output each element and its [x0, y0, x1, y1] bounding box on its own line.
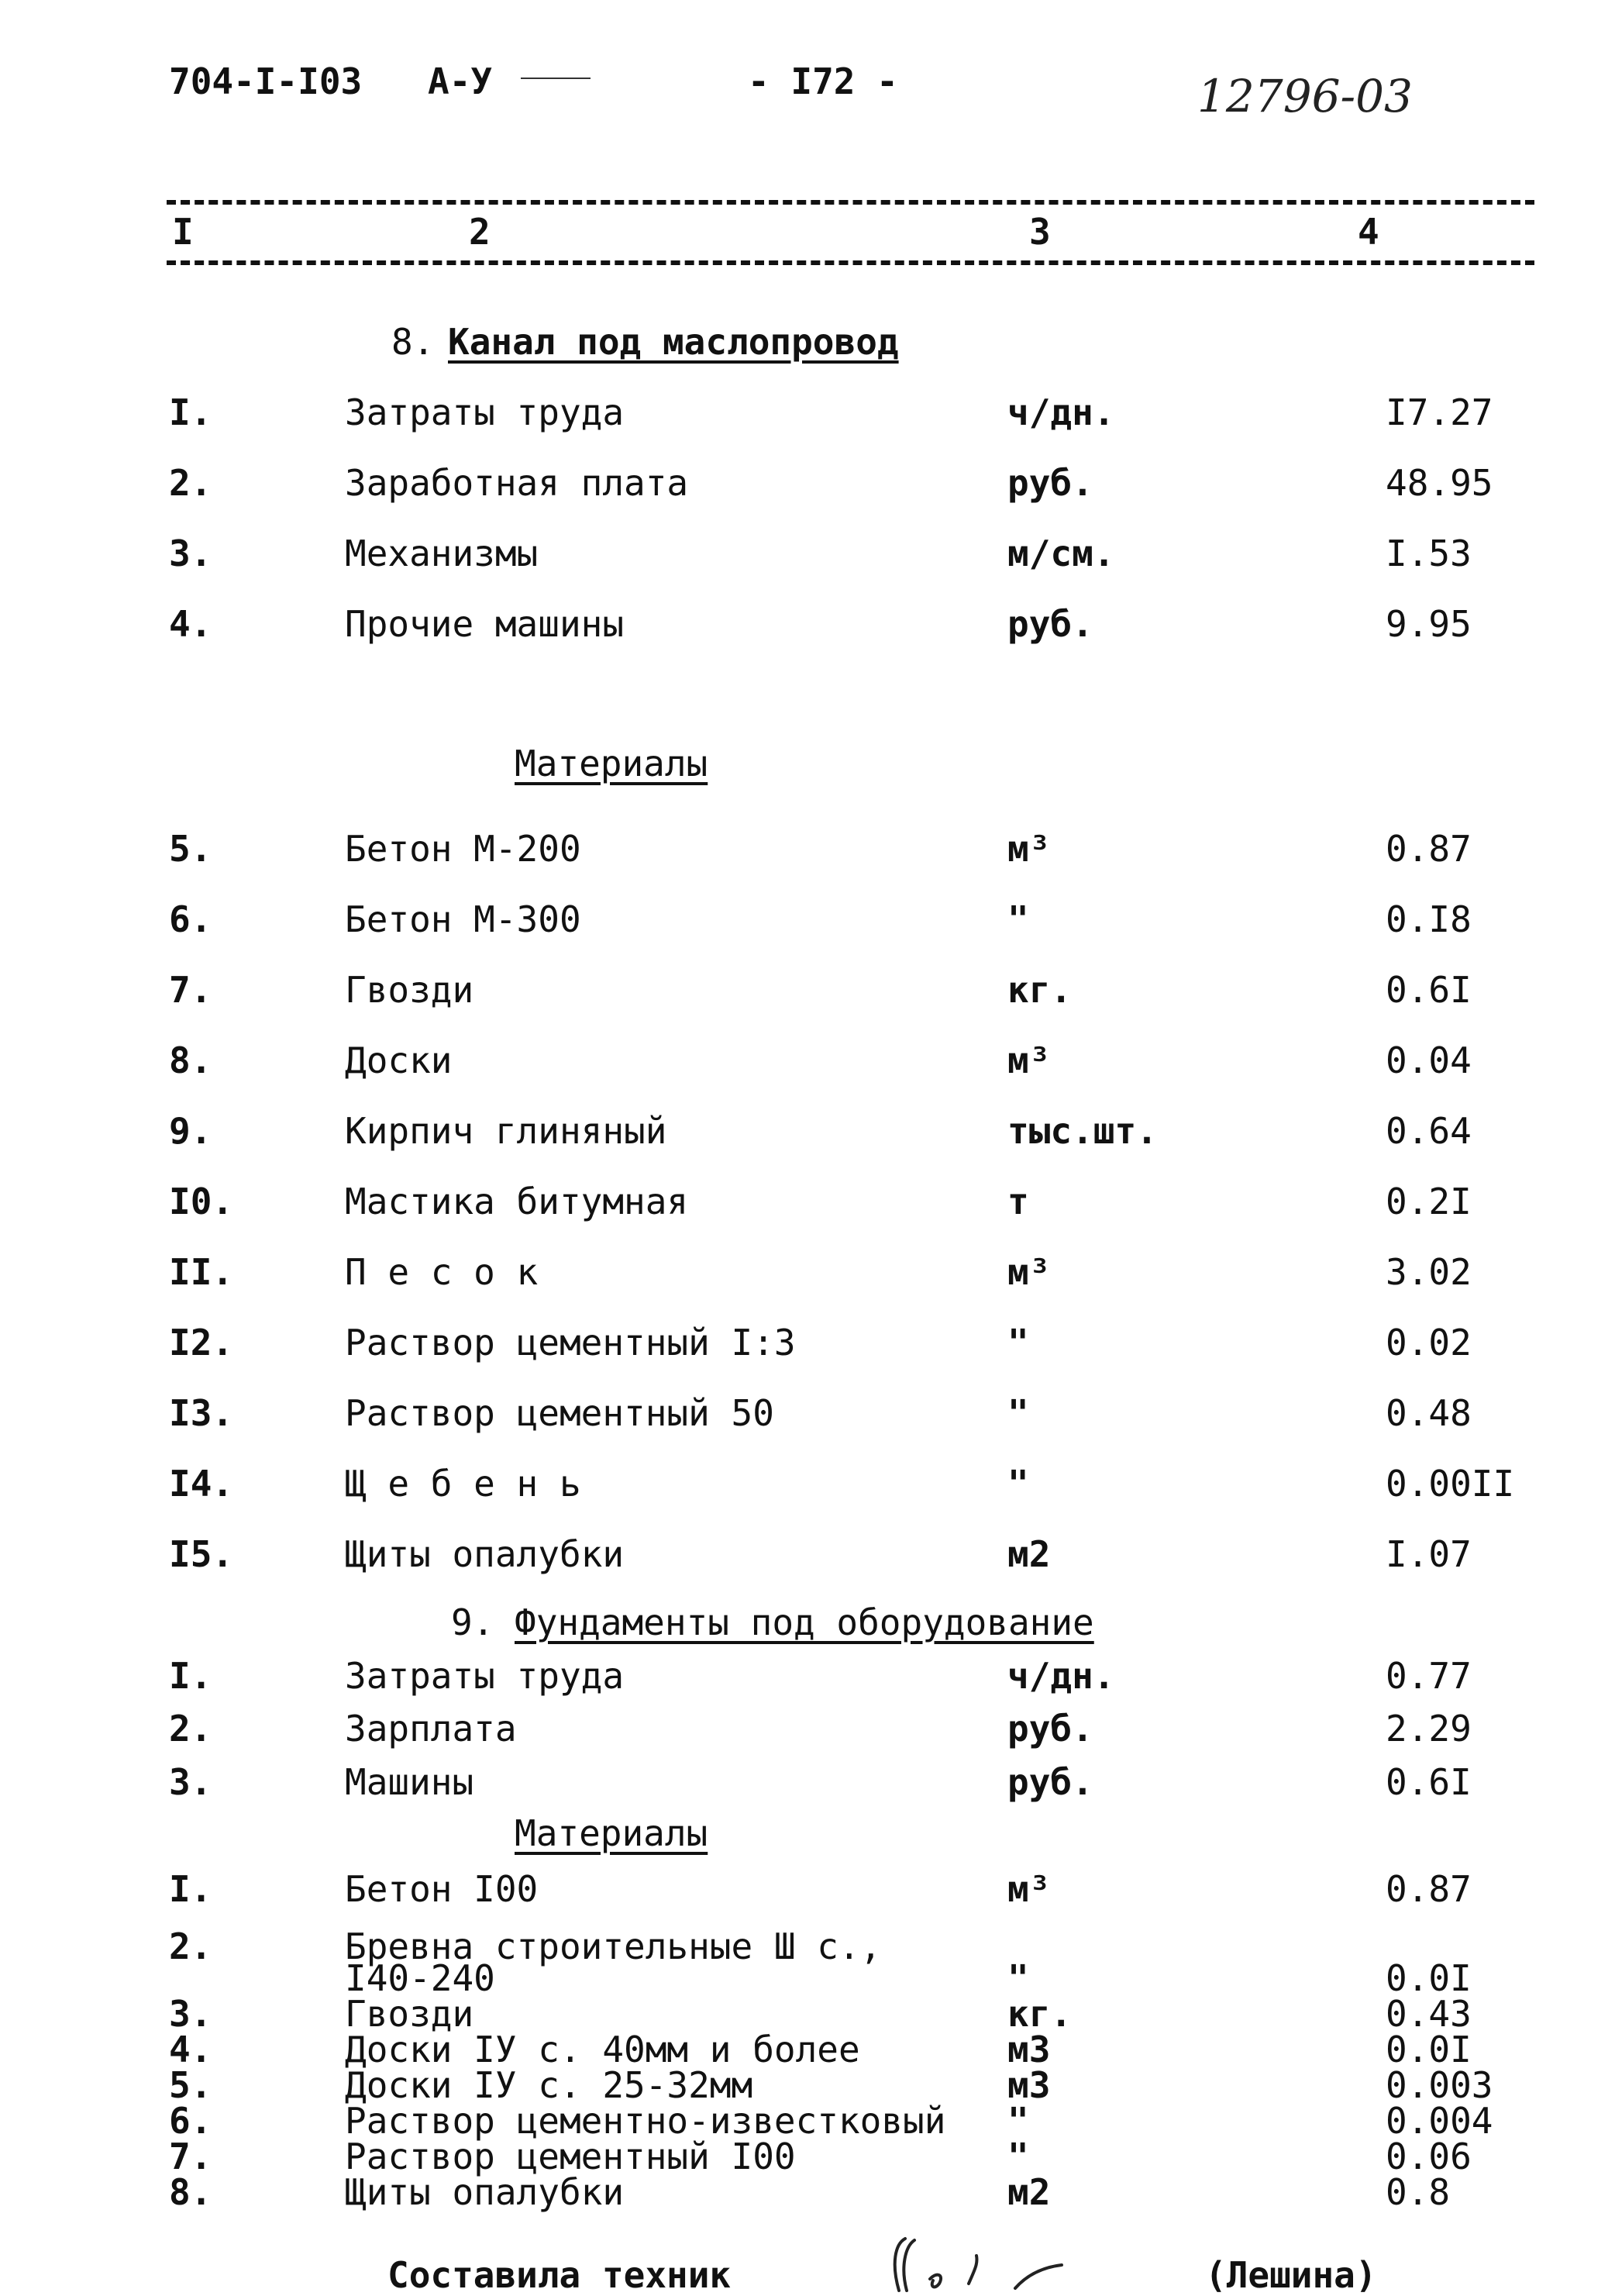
row-number: II. — [169, 1251, 234, 1293]
row-name: Бревна строительные Ш с., — [345, 1925, 882, 1967]
row-number: 6. — [169, 898, 212, 940]
row-number: 3. — [169, 533, 212, 574]
row-name: Мастика битумная — [345, 1181, 689, 1222]
handwritten-number: 12796-03 — [1197, 70, 1413, 122]
table-row — [0, 603, 1615, 650]
table-row — [0, 2064, 1615, 2106]
row-value: 0.003 — [1386, 2064, 1493, 2106]
doc-code: 704-I-I03 — [169, 60, 363, 102]
row-unit: тыс.шт. — [1007, 1110, 1158, 1152]
section9-number: 9. — [451, 1601, 494, 1643]
row-name: Раствор цементный I:3 — [345, 1322, 796, 1363]
section8-title: Канал под маслопровод — [448, 321, 899, 363]
compiled-by-label: Составила техник — [387, 2254, 732, 2296]
row-name: Машины — [345, 1761, 474, 1803]
row-name: Затраты труда — [345, 391, 625, 433]
row-name: Раствор цементно-известковый — [345, 2100, 946, 2142]
col-3-header: 3 — [1029, 211, 1051, 253]
section9-title: Фундаменты под оборудование — [515, 1601, 1094, 1643]
row-unit: кг. — [1007, 1993, 1073, 2035]
row-value: 0.8 — [1386, 2171, 1451, 2213]
row-value: I.07 — [1386, 1533, 1472, 1575]
table-row — [0, 1655, 1615, 1701]
table-row — [0, 462, 1615, 508]
col-4-header: 4 — [1358, 211, 1379, 253]
row-name: Кирпич глиняный — [345, 1110, 667, 1152]
row-value: I.53 — [1386, 533, 1472, 574]
section8-materials-title: Материалы — [515, 743, 708, 784]
row-value: 0.87 — [1386, 1868, 1472, 1910]
row-number: I5. — [169, 1533, 234, 1575]
table-row — [0, 2171, 1615, 2213]
row-unit: м/см. — [1007, 533, 1115, 574]
row-unit: руб. — [1007, 462, 1093, 504]
row-unit: руб. — [1007, 1708, 1093, 1750]
row-unit: ч/дн. — [1007, 1655, 1115, 1697]
table-row — [0, 1110, 1615, 1157]
row-unit: " — [1007, 2136, 1029, 2177]
row-value: 0.43 — [1386, 1993, 1472, 2035]
dashed-rule-bottom — [167, 260, 1534, 265]
signer-name: (Лешина) — [1205, 2254, 1377, 2296]
dashed-rule-top — [167, 200, 1534, 205]
section-code: А-У — [428, 60, 493, 102]
page-number: - I72 - — [748, 60, 898, 102]
row-unit: руб. — [1007, 603, 1093, 645]
row-name: Раствор цементный 50 — [345, 1392, 774, 1434]
row-value: 0.02 — [1386, 1322, 1472, 1363]
row-number: 7. — [169, 969, 212, 1011]
table-row — [0, 2136, 1615, 2177]
row-unit: руб. — [1007, 1761, 1093, 1803]
table-row — [0, 1181, 1615, 1227]
row-unit: " — [1007, 2100, 1029, 2142]
row-number: 7. — [169, 2136, 212, 2177]
row-name: Гвозди — [345, 1993, 474, 2035]
row-value: 0.0I — [1386, 1957, 1472, 1999]
row-name: Зарплата — [345, 1708, 517, 1750]
row-number: I4. — [169, 1463, 234, 1505]
col-2-header: 2 — [469, 211, 491, 253]
row-name: Заработная плата — [345, 462, 689, 504]
table-row — [0, 1868, 1615, 1915]
table-row — [0, 1039, 1615, 1086]
row-unit: м³ — [1007, 1039, 1051, 1081]
table-row — [0, 2100, 1615, 2142]
row-value: 0.48 — [1386, 1392, 1472, 1434]
row-name: I40-240 — [345, 1957, 495, 1999]
row-number: 2. — [169, 1708, 212, 1750]
row-number: I3. — [169, 1392, 234, 1434]
row-number: 8. — [169, 1039, 212, 1081]
row-number: 3. — [169, 1993, 212, 2035]
row-unit: " — [1007, 898, 1029, 940]
row-value: 0.6I — [1386, 1761, 1472, 1803]
row-unit: ч/дн. — [1007, 391, 1115, 433]
row-number: I0. — [169, 1181, 234, 1222]
row-unit: т — [1007, 1181, 1029, 1222]
row-number: I. — [169, 1655, 212, 1697]
row-name: Механизмы — [345, 533, 539, 574]
row-name: Бетон М-200 — [345, 828, 581, 870]
row-value: 2.29 — [1386, 1708, 1472, 1750]
table-row — [0, 898, 1615, 945]
row-unit: м3 — [1007, 2064, 1051, 2106]
row-unit: " — [1007, 1957, 1029, 1999]
row-value: 0.77 — [1386, 1655, 1472, 1697]
row-value: 9.95 — [1386, 603, 1472, 645]
row-name: Доски — [345, 1039, 453, 1081]
row-name: Бетон I00 — [345, 1868, 539, 1910]
row-name: Гвозди — [345, 969, 474, 1011]
row-value: 0.06 — [1386, 2136, 1472, 2177]
row-name: Щ е б е н ь — [345, 1463, 581, 1505]
row-unit: м³ — [1007, 1868, 1051, 1910]
row-number: 2. — [169, 462, 212, 504]
row-number: I2. — [169, 1322, 234, 1363]
section9-materials-title: Материалы — [515, 1812, 708, 1854]
row-name: Раствор цементный I00 — [345, 2136, 796, 2177]
table-row — [0, 1392, 1615, 1439]
table-row — [0, 1761, 1615, 1808]
row-unit: м³ — [1007, 1251, 1051, 1293]
row-value: 0.2I — [1386, 1181, 1472, 1222]
row-unit: " — [1007, 1392, 1029, 1434]
table-row — [0, 828, 1615, 874]
table-row — [0, 1957, 1615, 1999]
table-row — [0, 1251, 1615, 1298]
row-unit: " — [1007, 1463, 1029, 1505]
row-number: 4. — [169, 2029, 212, 2070]
row-number: 6. — [169, 2100, 212, 2142]
row-value: 48.95 — [1386, 462, 1493, 504]
row-unit: м³ — [1007, 828, 1051, 870]
header-rule — [521, 78, 591, 79]
table-row — [0, 391, 1615, 438]
table-row — [0, 1708, 1615, 1754]
row-value: 0.I8 — [1386, 898, 1472, 940]
table-row — [0, 1533, 1615, 1580]
col-1-header: I — [172, 211, 194, 253]
row-unit: м2 — [1007, 2171, 1051, 2213]
row-number: 2. — [169, 1925, 212, 1967]
row-name: Доски IУ с. 40мм и более — [345, 2029, 860, 2070]
table-row — [0, 969, 1615, 1015]
signature-icon — [883, 2232, 1147, 2292]
row-value: 0.04 — [1386, 1039, 1472, 1081]
row-number: 3. — [169, 1761, 212, 1803]
table-row — [0, 1322, 1615, 1368]
row-value: 0.00II — [1386, 1463, 1515, 1505]
row-name: Доски IУ с. 25-32мм — [345, 2064, 753, 2106]
row-value: I7.27 — [1386, 391, 1493, 433]
row-value: 0.0I — [1386, 2029, 1472, 2070]
row-name: Затраты труда — [345, 1655, 625, 1697]
row-number: I. — [169, 391, 212, 433]
row-value: 0.6I — [1386, 969, 1472, 1011]
row-name: Щиты опалубки — [345, 2171, 625, 2213]
row-unit: м3 — [1007, 2029, 1051, 2070]
table-row — [0, 1993, 1615, 2035]
row-value: 0.64 — [1386, 1110, 1472, 1152]
row-unit: " — [1007, 1322, 1029, 1363]
row-number: I. — [169, 1868, 212, 1910]
row-number: 8. — [169, 2171, 212, 2213]
row-number: 4. — [169, 603, 212, 645]
row-name: Щиты опалубки — [345, 1533, 625, 1575]
row-name: Прочие машины — [345, 603, 625, 645]
row-value: 0.004 — [1386, 2100, 1493, 2142]
row-value: 3.02 — [1386, 1251, 1472, 1293]
row-number: 5. — [169, 828, 212, 870]
row-name: П е с о к — [345, 1251, 539, 1293]
row-unit: м2 — [1007, 1533, 1051, 1575]
row-name: Бетон М-300 — [345, 898, 581, 940]
table-row — [0, 533, 1615, 579]
row-value: 0.87 — [1386, 828, 1472, 870]
row-number: 9. — [169, 1110, 212, 1152]
section8-number: 8. — [391, 321, 435, 363]
row-number: 5. — [169, 2064, 212, 2106]
table-row — [0, 2029, 1615, 2070]
row-unit: кг. — [1007, 969, 1073, 1011]
table-row — [0, 1463, 1615, 1509]
